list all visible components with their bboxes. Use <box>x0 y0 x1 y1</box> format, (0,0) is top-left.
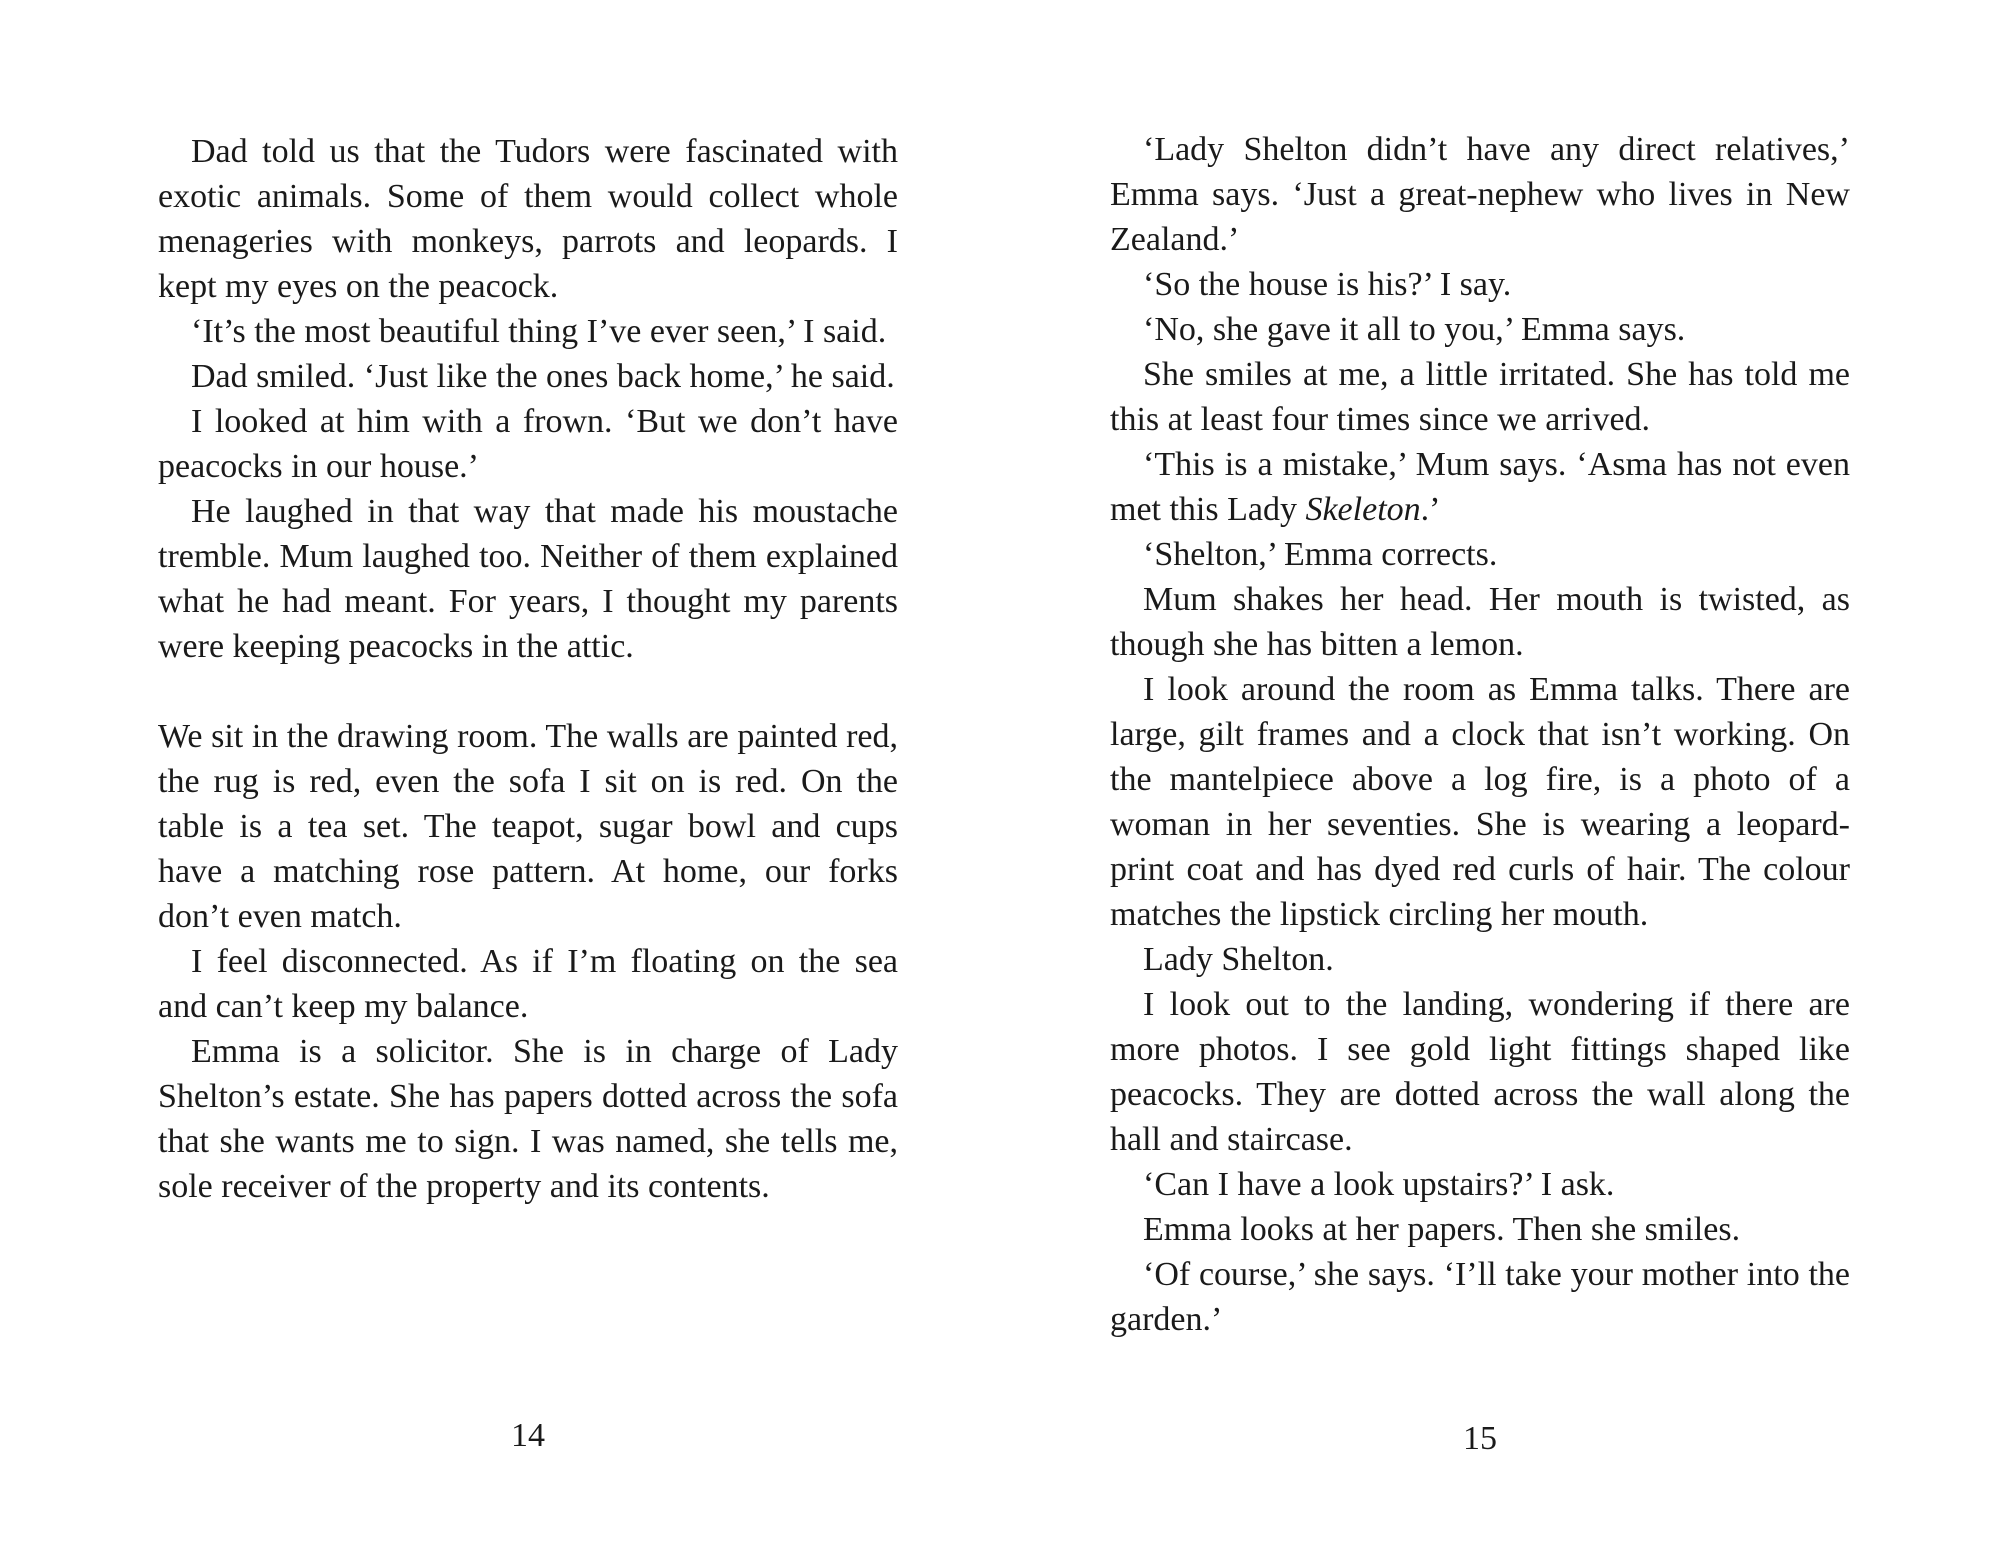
paragraph: ‘Can I have a look upstairs?’ I ask. <box>1143 1166 1615 1203</box>
left-page-body <box>158 129 898 1209</box>
paragraph: She smiles at me, a little irritated. She has told me this at least four times since we arrived. <box>1110 356 1850 438</box>
text-run: .’ <box>1420 491 1441 528</box>
section-start-paragraph: We sit in the drawing room. The walls are painted red, the rug is red, even the sofa I sit on is red. On the table is a tea set. The teapot, sugar bowl and cups have a matching rose pattern. At home, our forks don’t even match. <box>158 718 898 935</box>
paragraph: ‘It’s the most beautiful thing I’ve ever seen,’ I said. <box>191 313 887 350</box>
page-number: 14 <box>511 1417 545 1454</box>
paragraph: ‘Of course,’ she says. ‘I’ll take your mother into the garden.’ <box>1110 1256 1850 1338</box>
paragraph-with-italic <box>1110 442 1850 532</box>
paragraph: ‘No, she gave it all to you,’ Emma says. <box>1143 311 1686 348</box>
right-page-body <box>1110 127 1850 1342</box>
italic-word: Skeleton <box>1305 491 1421 528</box>
page-number: 15 <box>1463 1420 1497 1457</box>
paragraph: Mum shakes her head. Her mouth is twisted, as though she has bitten a lemon. <box>1110 581 1850 663</box>
paragraph: Dad smiled. ‘Just like the ones back home,’ he said. <box>191 358 895 395</box>
paragraph: I look around the room as Emma talks. There are large, gilt frames and a clock that isn’t working. On the mantelpiece above a log fire, is a photo of a woman in her seventies. She is wearing a leopard-print coat and has dyed red curls of hair. The colour matches the lipstick circling her mouth. <box>1110 671 1850 933</box>
paragraph: Lady Shelton. <box>1143 941 1334 978</box>
paragraph: I looked at him with a frown. ‘But we don’t have peacocks in our house.’ <box>158 403 898 485</box>
paragraph: He laughed in that way that made his moustache tremble. Mum laughed too. Neither of them explained what he had meant. For years, I thought my parents were keeping peacocks in the attic. <box>158 493 898 665</box>
paragraph: Emma looks at her papers. Then she smiles. <box>1143 1211 1741 1248</box>
paragraph: Emma is a solicitor. She is in charge of Lady Shelton’s estate. She has papers dotted across the sofa that she wants me to sign. I was named, she tells me, sole receiver of the property and its contents. <box>158 1033 898 1205</box>
paragraph: I feel disconnected. As if I’m floating on the sea and can’t keep my balance. <box>158 943 898 1025</box>
paragraph: ‘Shelton,’ Emma corrects. <box>1143 536 1498 573</box>
paragraph: Dad told us that the Tudors were fascinated with exotic animals. Some of them would collect whole menageries with monkeys, parrots and leopards. I kept my eyes on the peacock. <box>158 133 898 305</box>
paragraph: ‘So the house is his?’ I say. <box>1143 266 1512 303</box>
text-run: ‘This is a mistake,’ Mum says. ‘Asma has not even met this Lady <box>1110 446 1850 528</box>
right-page <box>994 0 1989 1554</box>
paragraph: I look out to the landing, wondering if there are more photos. I see gold light fittings shaped like peacocks. They are dotted across the wall along the hall and staircase. <box>1110 986 1850 1158</box>
paragraph: ‘Lady Shelton didn’t have any direct relatives,’ Emma says. ‘Just a great-nephew who lives in New Zealand.’ <box>1110 131 1850 258</box>
left-page <box>0 0 994 1554</box>
